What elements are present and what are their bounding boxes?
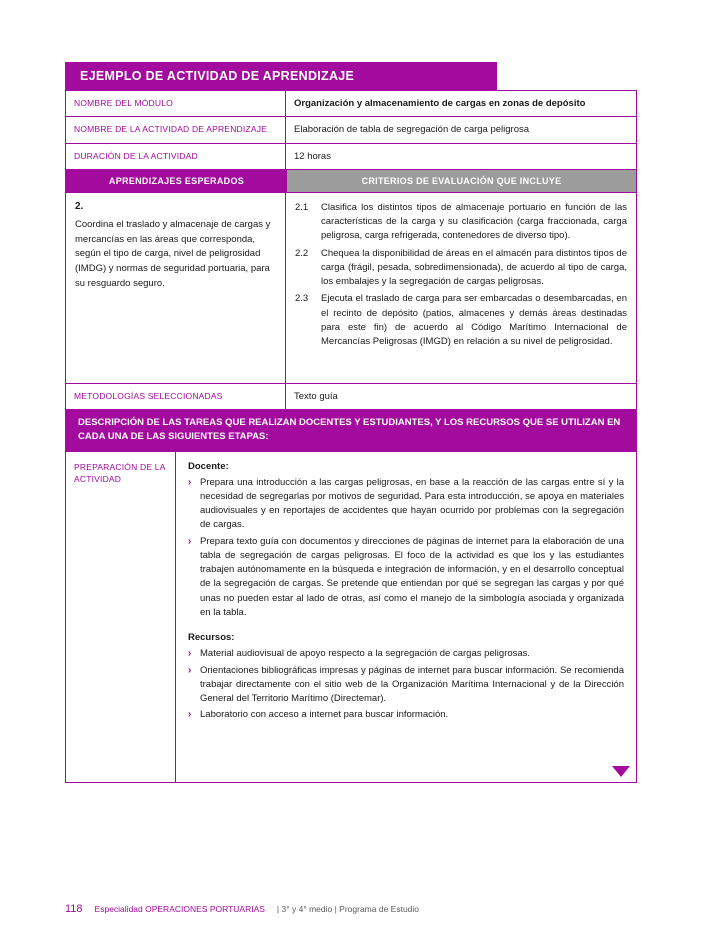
criterion-item: [295, 292, 627, 349]
description-band-row: [66, 410, 636, 452]
methodology-row: [66, 384, 636, 410]
duration-row: [66, 144, 636, 170]
expected-learning-text: Coordina el traslado y almacenaje de cargas y mercancías en las áreas que corresponda, según el tipo de carga, nivel de peligrosidad (IMDG) y normas de seguridad portuaria, para su resguardo seguro.: [75, 218, 271, 289]
docente-heading: Docente:: [188, 460, 229, 472]
duration-value: 12 horas: [294, 150, 331, 162]
bullet-arrow-icon: ›: [188, 648, 192, 660]
recursos-bullet-text: Orientaciones bibliográficas impresas y páginas de internet para buscar información. Se recomienda trabajar directamente con el sitio web de la Organización Marítima Internacional y de la Dirección General del Territorio Marítimo (Directemar).: [200, 664, 624, 705]
activity-title-bar: [65, 62, 497, 90]
section-headers-row: [66, 170, 636, 193]
evaluation-criteria-header: CRITERIOS DE EVALUACIÓN QUE INCLUYE: [287, 170, 636, 192]
docente-bullet-text: Prepara una introducción a las cargas peligrosas, en base a la reacción de las cargas entre sí y la necesidad de segregarlas por motivos de seguridad. Para esta introducción, se apoya en materiales audiovisuales y en reportajes de accidentes que hayan ocurrido por problemas con la segregación de cargas.: [200, 476, 624, 531]
recursos-bullet: [188, 708, 624, 723]
duration-label: DURACIÓN DE LA ACTIVIDAD: [66, 144, 286, 169]
recursos-bullet-text: Material audiovisual de apoyo respecto a la segregación de cargas peligrosas.: [200, 648, 531, 660]
recursos-bullet-text: Laboratorio con acceso a internet para buscar información.: [200, 709, 449, 721]
preparation-row: [66, 452, 636, 782]
bullet-arrow-icon: ›: [188, 664, 192, 676]
activity-title: EJEMPLO DE ACTIVIDAD DE APRENDIZAJE: [80, 69, 355, 83]
activity-table: [65, 62, 637, 783]
activity-table-body: [65, 90, 637, 783]
preparation-label: PREPARACIÓN DE LA ACTIVIDAD: [66, 452, 176, 782]
bullet-arrow-icon: ›: [188, 709, 192, 721]
criterion-number: 2.1: [295, 201, 309, 213]
criterion-text: Clasifica los distintos tipos de almacenaje portuario en función de las características de la carga y su clasificación (carga fraccionada, carga peligrosa, carga refrigerada, contenedores de diverso tipo).: [321, 201, 627, 242]
recursos-bullet: [188, 664, 624, 707]
expected-learning-number: 2.: [75, 200, 84, 212]
footer-specialty: Especialidad OPERACIONES PORTUARIAS: [94, 904, 265, 914]
page-number: 118: [65, 903, 83, 915]
activity-name-value: Elaboración de tabla de segregación de carga peligrosa: [294, 124, 530, 136]
expectations-criteria-row: [66, 193, 636, 384]
methodology-value: Texto guía: [294, 390, 338, 402]
expected-learning-cell: [66, 193, 286, 383]
activity-name-row: [66, 117, 636, 143]
page-footer: [65, 903, 419, 915]
recursos-heading: Recursos:: [188, 632, 235, 644]
criterion-item: [295, 201, 627, 244]
docente-bullet-text: Prepara texto guía con documentos y direcciones de páginas de internet para la elaboración de una tabla de segregación de cargas peligrosas. El foco de la actividad es que los y las estudiantes trabajen autónomamente en la búsqueda e integración de información, y en el desarrollo conceptual de la segregación de cargas. Se pretende que entiendan por qué se segregan las cargas y por qué unas no pueden estar al lado de otras, así como el manejo de la simbología asociada y organizada en la tabla.: [200, 535, 624, 618]
preparation-content: [176, 452, 636, 782]
criterion-text: Ejecuta el traslado de carga para ser embarcadas o desembarcadas, en el recinto de depósito (patios, almacenes y demás áreas destinadas para este fin) de acuerdo al Código Marítimo Internacional de Mercancías Peligrosas (IMGD) en relación a su nivel de peligrosidad.: [321, 293, 627, 348]
recursos-bullet: [188, 647, 624, 662]
bullet-arrow-icon: ›: [188, 476, 192, 488]
module-label: NOMBRE DEL MÓDULO: [66, 91, 286, 116]
methodology-label: METODOLOGÍAS SELECCIONADAS: [66, 384, 286, 409]
footer-program-info: | 3° y 4° medio | Programa de Estudio: [276, 904, 420, 914]
module-row: [66, 91, 636, 117]
criterion-item: [295, 247, 627, 290]
criteria-cell: [286, 193, 636, 383]
description-band: DESCRIPCIÓN DE LAS TAREAS QUE REALIZAN DOCENTES Y ESTUDIANTES, Y LOS RECURSOS QUE SE UTILIZAN EN CADA UNA DE LAS SIGUIENTES ETAPAS:: [66, 410, 636, 451]
activity-name-label: NOMBRE DE LA ACTIVIDAD DE APRENDIZAJE: [66, 117, 286, 142]
criterion-number: 2.3: [295, 293, 309, 305]
criterion-number: 2.2: [295, 247, 309, 259]
docente-bullet: [188, 476, 624, 533]
learning-expectations-header: APRENDIZAJES ESPERADOS: [66, 170, 287, 192]
module-value: Organización y almacenamiento de cargas en zonas de depósito: [294, 98, 586, 109]
docente-bullet: [188, 535, 624, 621]
continues-triangle-icon: [612, 766, 630, 777]
criterion-text: Chequea la disponibilidad de áreas en el almacén para distintos tipos de carga (frágil, pesada, sobredimensionada), de acuerdo al tipo de carga, los embalajes y la segregación de cargas peligrosas.: [321, 247, 627, 288]
bullet-arrow-icon: ›: [188, 535, 192, 547]
